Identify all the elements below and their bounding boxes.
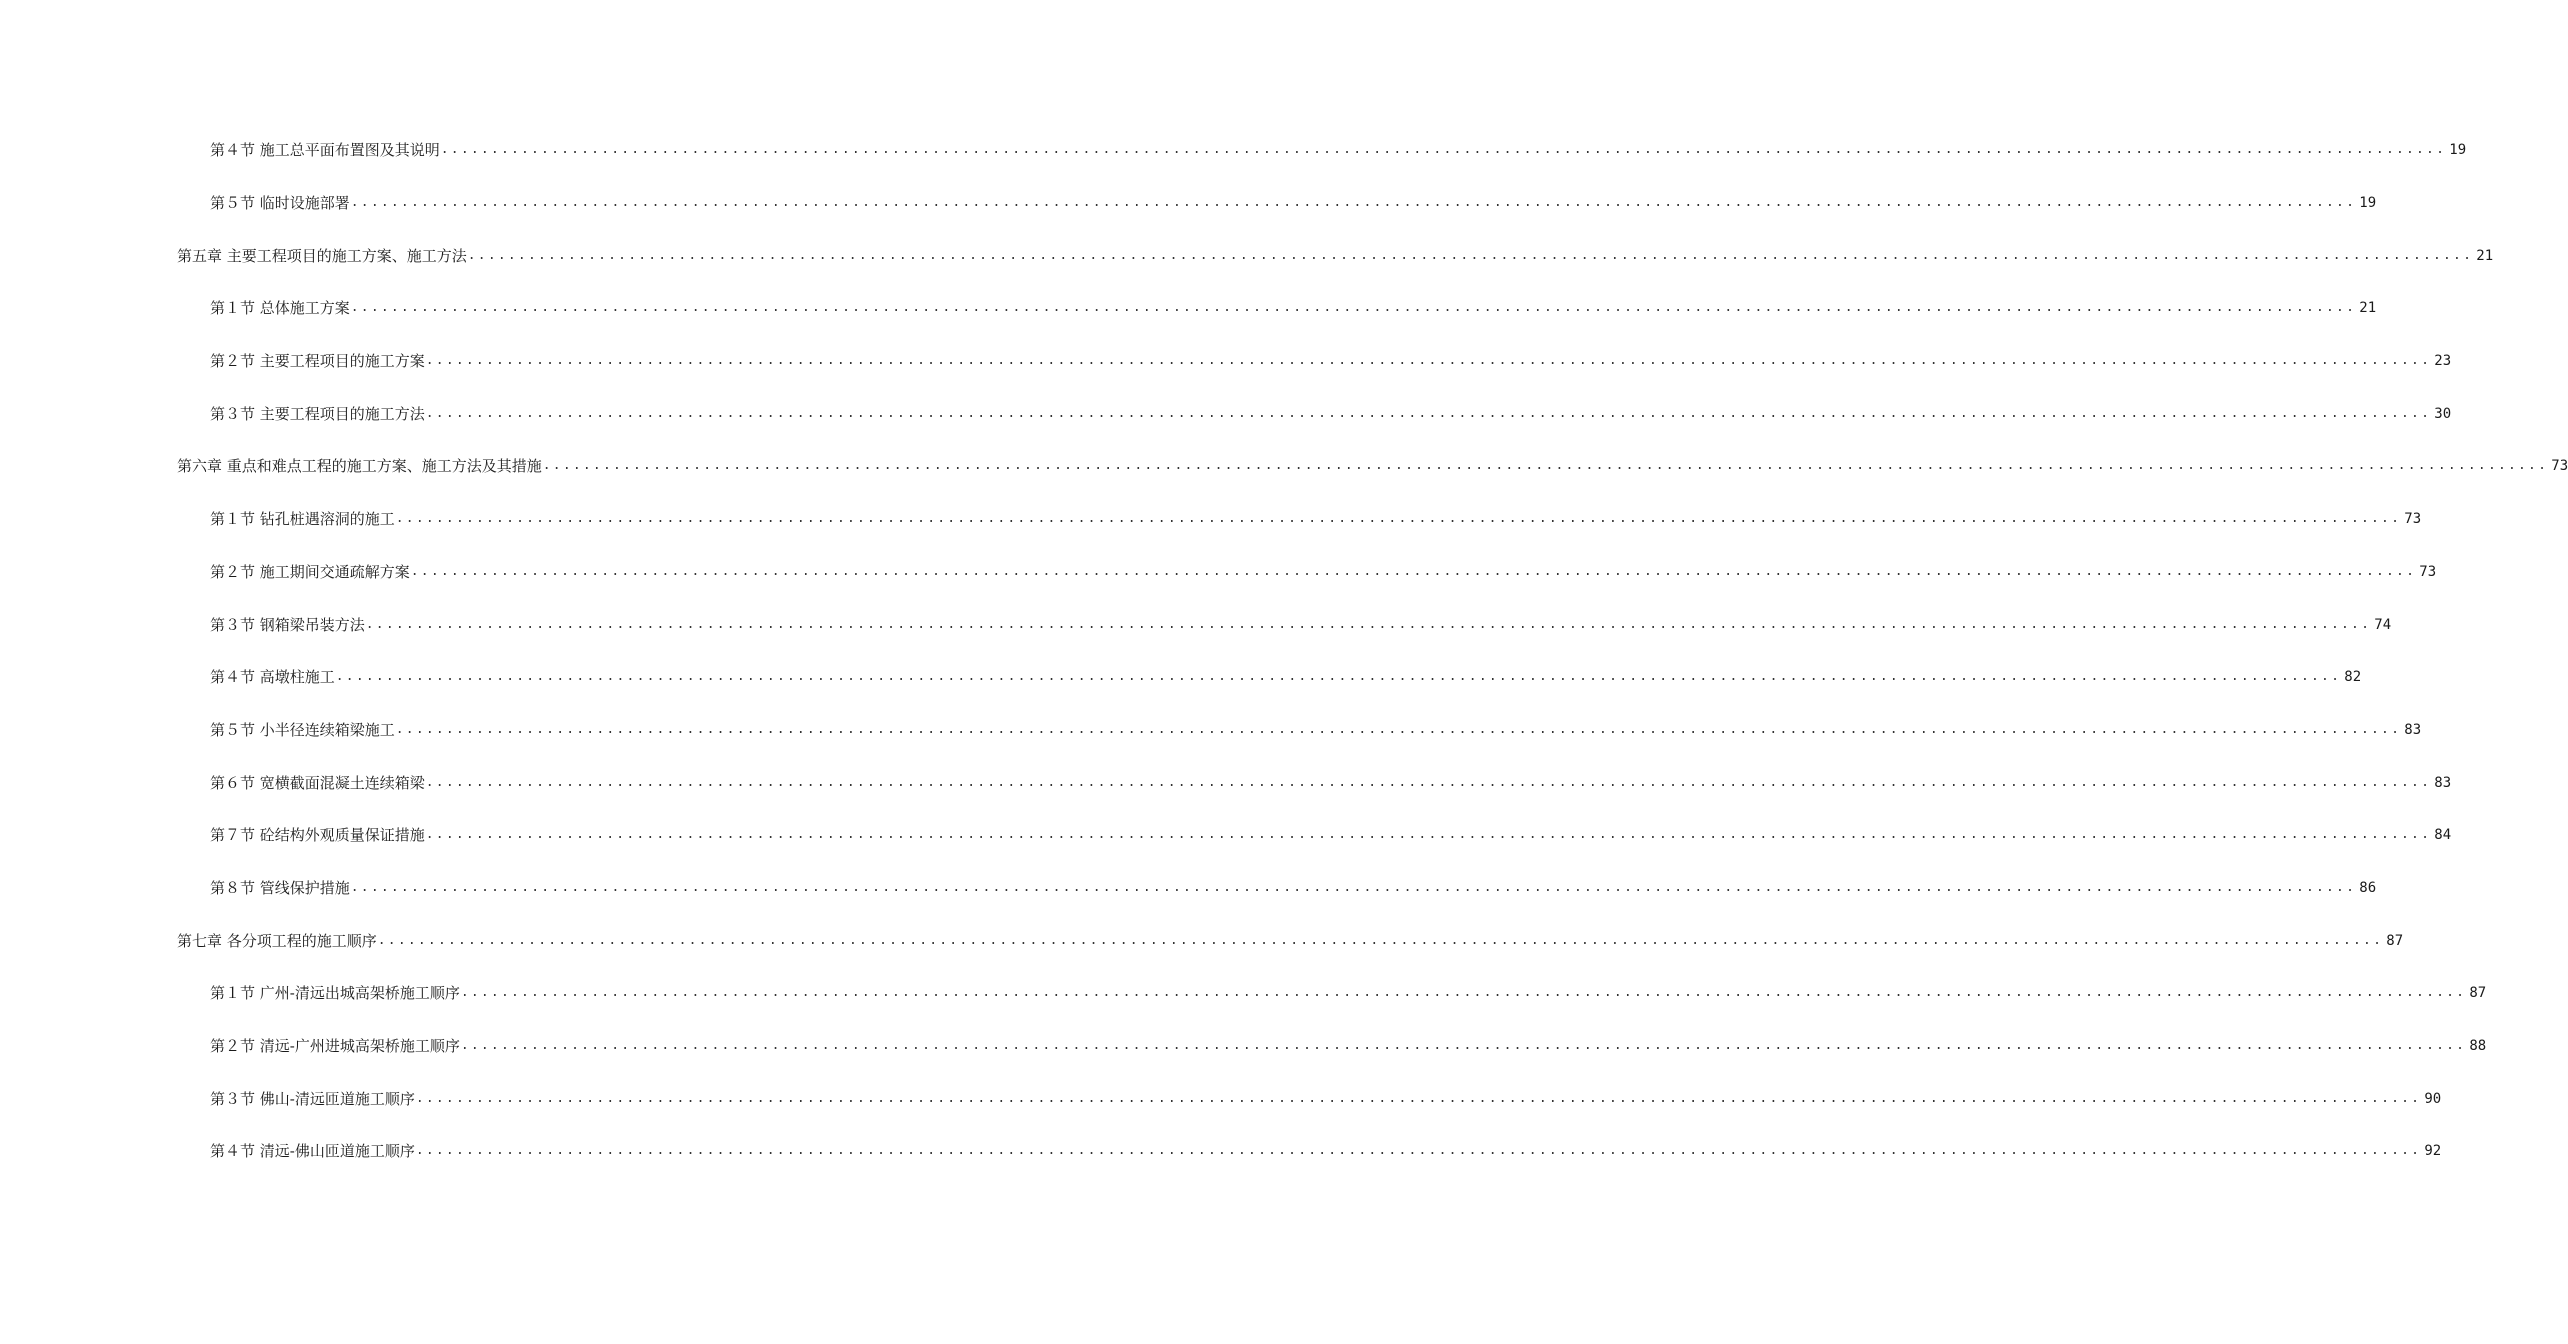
dot-leader: ........................................................................................................................................................................................................	[395, 511, 2402, 527]
dot-leader: ........................................................................................................................................................................................................	[425, 405, 2432, 421]
toc-section-entry[interactable]	[0, 1072, 2442, 1125]
toc-section-entry[interactable]	[0, 1125, 2442, 1178]
toc-entry-title: 第４节 清远-佛山匝道施工顺序	[210, 1142, 415, 1161]
toc-page-number: 83	[2434, 774, 2452, 791]
toc-section-entry[interactable]	[0, 967, 2487, 1020]
toc-section-entry[interactable]	[0, 387, 2452, 440]
toc-entry-title: 第２节 清远-广州进城高架桥施工顺序	[210, 1037, 460, 1056]
toc-page-number: 84	[2434, 827, 2452, 844]
toc-chapter-entry[interactable]	[0, 229, 2494, 282]
toc-page-number: 82	[2344, 669, 2362, 686]
toc-entry-title: 第５节 小半径连续箱梁施工	[210, 720, 395, 739]
toc-chapter-entry[interactable]	[0, 440, 2568, 493]
toc-entry-title: 第五章 主要工程项目的施工方案、施工方法	[177, 246, 467, 265]
toc-page-number: 73	[2419, 563, 2437, 580]
toc-entry-title: 第七章 各分项工程的施工顺序	[177, 931, 377, 950]
toc-entry-title: 第４节 高墩柱施工	[210, 668, 335, 687]
dot-leader: ........................................................................................................................................................................................................	[542, 458, 2549, 474]
toc-section-entry[interactable]	[0, 1020, 2487, 1073]
toc-section-entry[interactable]	[0, 598, 2392, 651]
toc-page-number: 88	[2469, 1038, 2487, 1055]
toc-section-entry[interactable]	[0, 493, 2422, 546]
dot-leader: ........................................................................................................................................................................................................	[410, 563, 2417, 579]
dot-leader: ........................................................................................................................................................................................................	[460, 985, 2467, 1001]
toc-page-number: 21	[2476, 247, 2494, 264]
toc-entry-title: 第５节 临时设施部署	[210, 194, 350, 213]
toc-page-number: 23	[2434, 353, 2452, 370]
dot-leader: ........................................................................................................................................................................................................	[377, 932, 2384, 948]
toc-section-entry[interactable]	[0, 704, 2422, 757]
dot-leader: ........................................................................................................................................................................................................	[395, 721, 2402, 737]
toc-section-entry[interactable]	[0, 546, 2437, 599]
dot-leader: ........................................................................................................................................................................................................	[467, 247, 2474, 263]
toc-section-entry[interactable]	[0, 177, 2377, 230]
toc-page-number: 92	[2424, 1143, 2442, 1160]
toc-section-entry[interactable]	[0, 862, 2377, 915]
toc-page-number: 73	[2404, 511, 2422, 528]
toc-section-entry[interactable]	[0, 809, 2452, 862]
dot-leader: ........................................................................................................................................................................................................	[425, 774, 2432, 790]
toc-page-number: 19	[2449, 142, 2467, 159]
toc-page-number: 86	[2359, 879, 2377, 896]
toc-entry-title: 第７节 砼结构外观质量保证措施	[210, 826, 425, 845]
toc-section-entry[interactable]	[0, 651, 2362, 704]
toc-entry-title: 第６节 宽横截面混凝土连续箱梁	[210, 773, 425, 792]
toc-page-number: 90	[2424, 1090, 2442, 1107]
toc-page-number: 87	[2469, 985, 2487, 1002]
toc-page-number: 21	[2359, 300, 2377, 317]
toc-entry-title: 第１节 钻孔桩遇溶洞的施工	[210, 510, 395, 529]
dot-leader: ........................................................................................................................................................................................................	[460, 1038, 2467, 1054]
dot-leader: ........................................................................................................................................................................................................	[365, 616, 2372, 632]
dot-leader: ........................................................................................................................................................................................................	[425, 353, 2432, 369]
toc-entry-title: 第１节 广州-清远出城高架桥施工顺序	[210, 984, 460, 1003]
toc-page-number: 73	[2551, 458, 2568, 475]
toc-section-entry[interactable]	[0, 282, 2377, 335]
toc-entry-title: 第３节 主要工程项目的施工方法	[210, 404, 425, 423]
toc-chapter-entry[interactable]	[0, 914, 2404, 967]
toc-entry-title: 第４节 施工总平面布置图及其说明	[210, 141, 440, 160]
toc-entry-title: 第六章 重点和难点工程的施工方案、施工方法及其措施	[177, 457, 542, 476]
toc-page-number: 30	[2434, 405, 2452, 422]
toc-entry-title: 第３节 佛山-清远匝道施工顺序	[210, 1089, 415, 1108]
toc-section-entry[interactable]	[0, 756, 2452, 809]
dot-leader: ........................................................................................................................................................................................................	[440, 142, 2447, 158]
dot-leader: ........................................................................................................................................................................................................	[350, 300, 2357, 316]
dot-leader: ........................................................................................................................................................................................................	[415, 1090, 2422, 1106]
toc-section-entry[interactable]	[0, 335, 2452, 388]
dot-leader: ........................................................................................................................................................................................................	[350, 879, 2357, 895]
table-of-contents	[0, 124, 2568, 1178]
toc-page-number: 74	[2374, 616, 2392, 633]
toc-entry-title: 第８节 管线保护措施	[210, 878, 350, 897]
dot-leader: ........................................................................................................................................................................................................	[335, 669, 2342, 685]
toc-entry-title: 第１节 总体施工方案	[210, 299, 350, 318]
toc-section-entry[interactable]	[0, 124, 2467, 177]
toc-page-number: 83	[2404, 721, 2422, 738]
toc-entry-title: 第２节 主要工程项目的施工方案	[210, 352, 425, 371]
toc-entry-title: 第２节 施工期间交通疏解方案	[210, 562, 410, 581]
toc-entry-title: 第３节 钢箱梁吊装方法	[210, 615, 365, 634]
toc-page-number: 19	[2359, 195, 2377, 212]
dot-leader: ........................................................................................................................................................................................................	[415, 1143, 2422, 1159]
dot-leader: ........................................................................................................................................................................................................	[425, 827, 2432, 843]
dot-leader: ........................................................................................................................................................................................................	[350, 195, 2357, 211]
toc-page-number: 87	[2386, 932, 2404, 949]
